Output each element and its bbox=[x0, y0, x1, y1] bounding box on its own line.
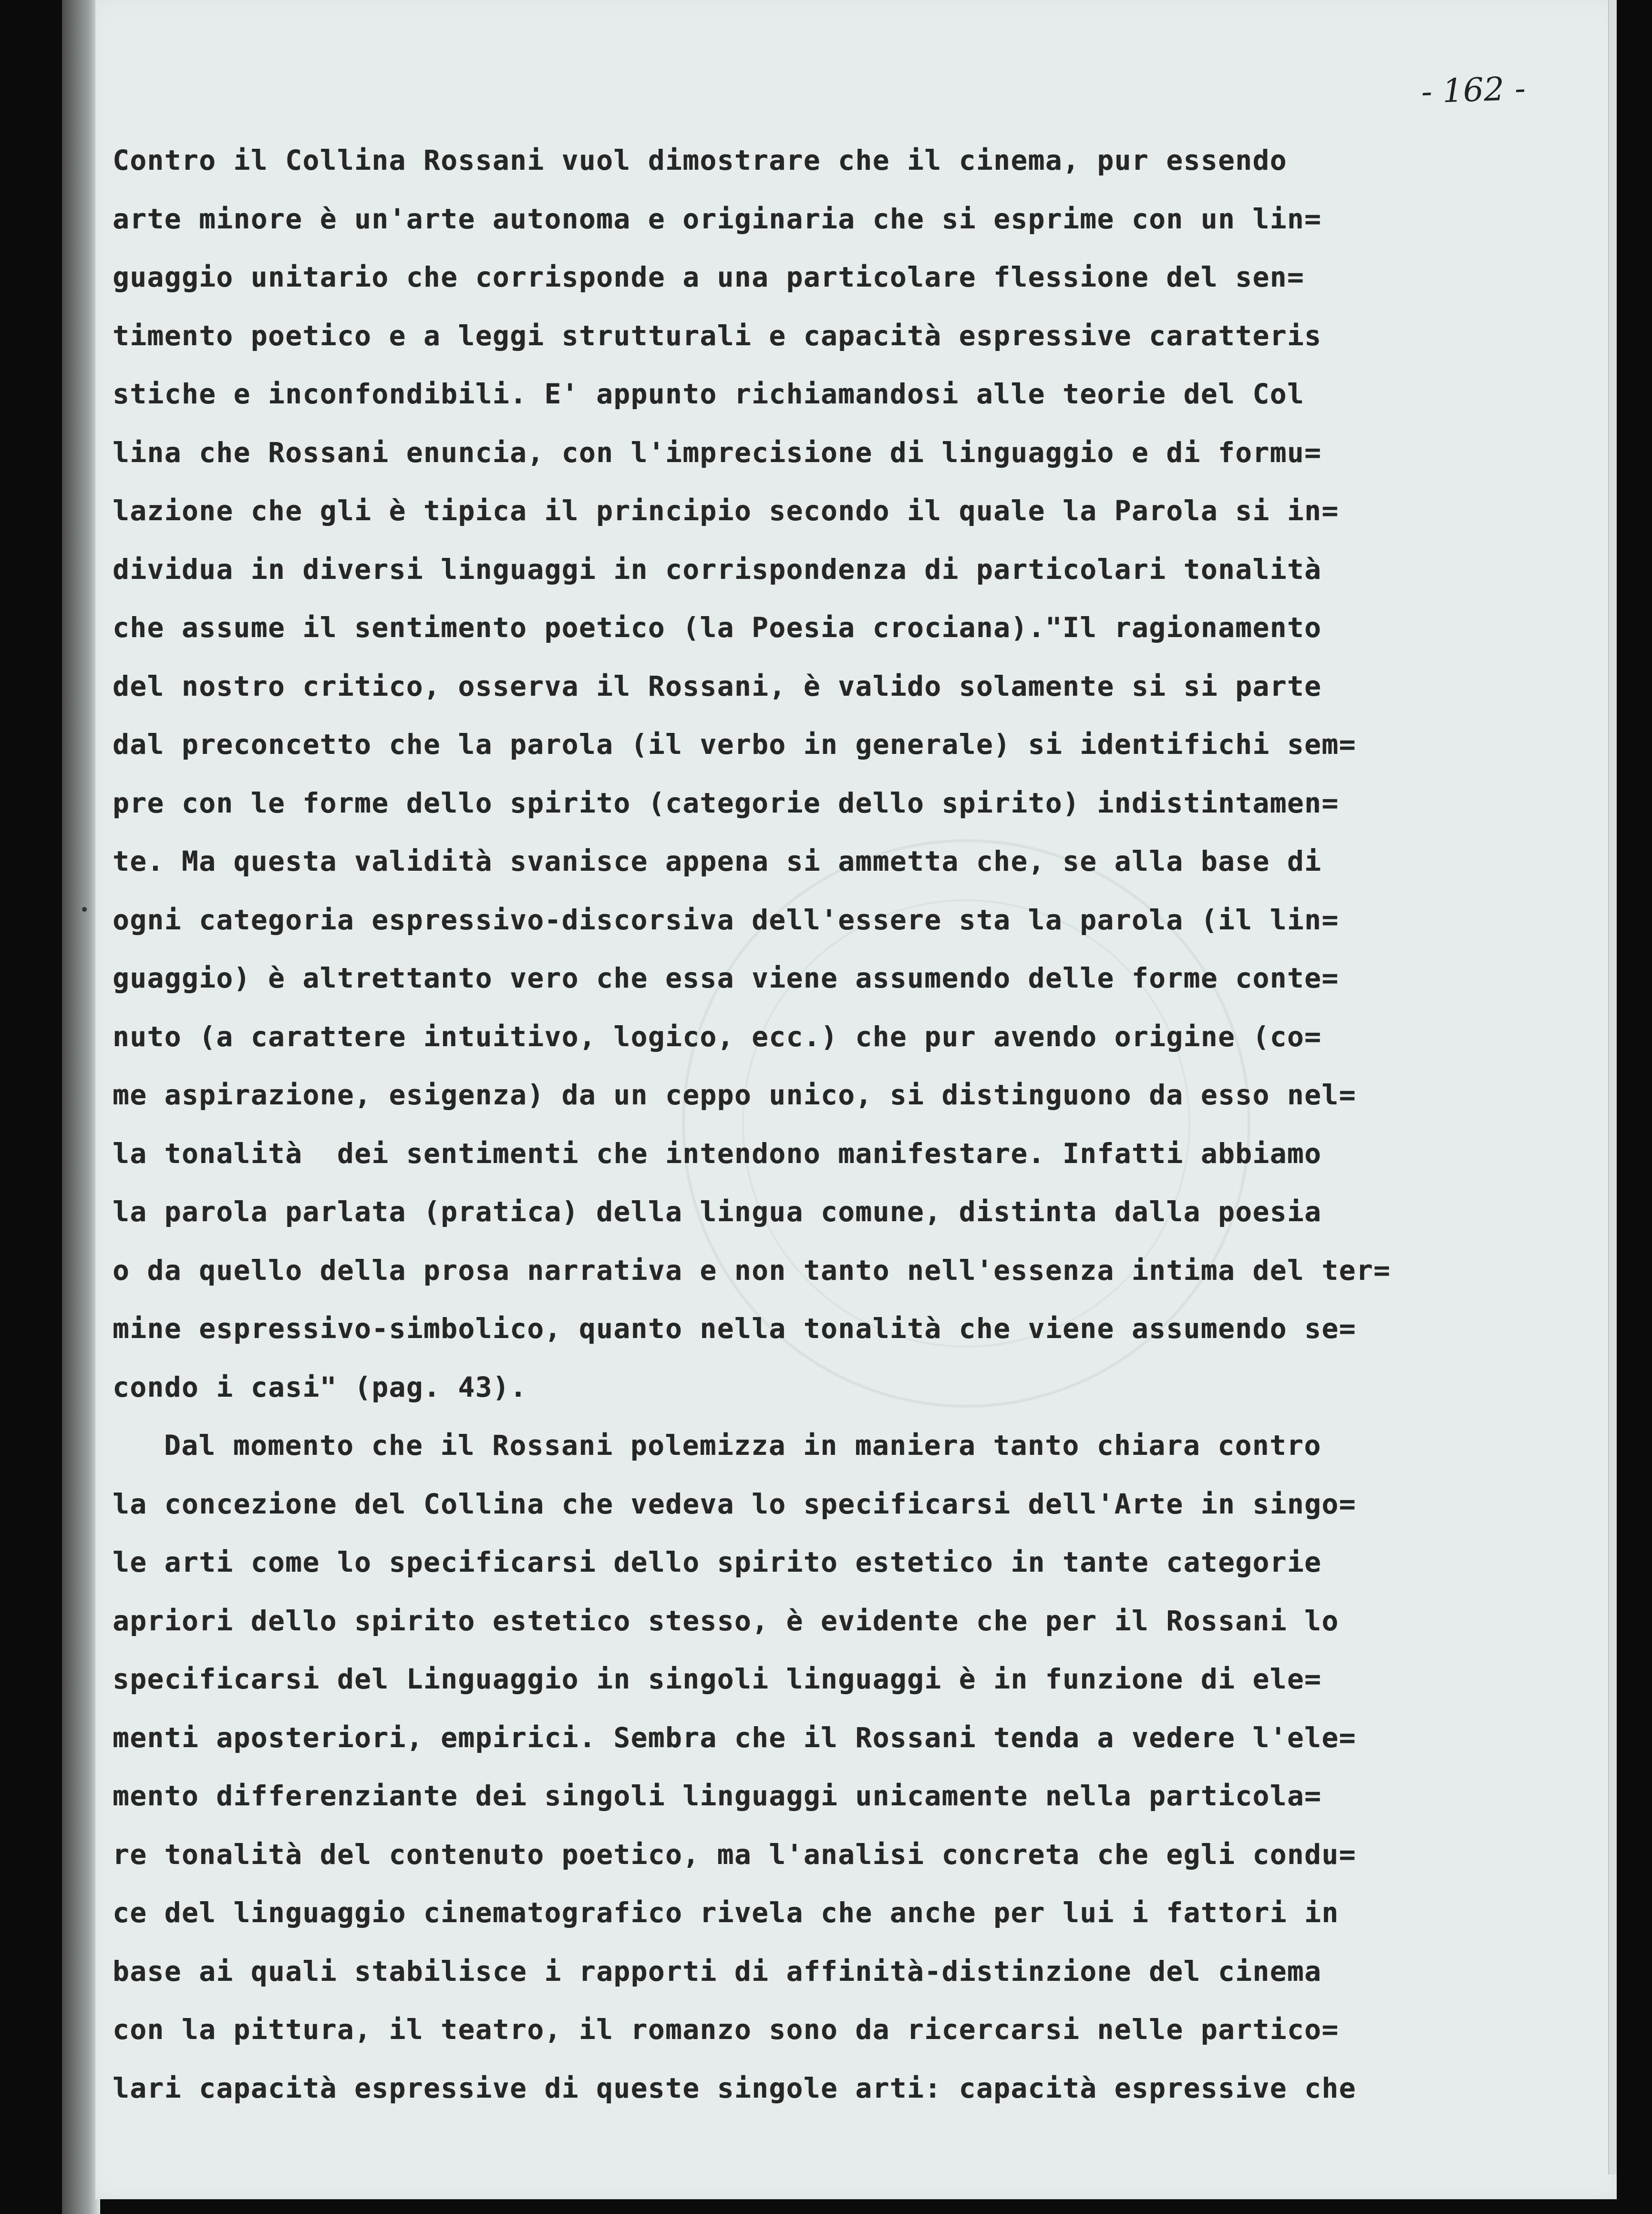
text-line: o da quello della prosa narrativa e non tanto nell'essenza intima del ter= bbox=[113, 1254, 1391, 1287]
text-line: con la pittura, il teatro, il romanzo sono da ricercarsi nelle partico= bbox=[113, 2014, 1339, 2046]
margin-mark bbox=[82, 907, 87, 912]
text-line: mento differenziante dei singoli linguaggi unicamente nella particola= bbox=[113, 1780, 1322, 1812]
text-line: del nostro critico, osserva il Rossani, è valido solamente si si parte bbox=[113, 670, 1322, 702]
text-line: lari capacità espressive di queste singole arti: capacità espressive che bbox=[113, 2072, 1356, 2104]
text-line: dal preconcetto che la parola (il verbo in generale) si identifichi sem= bbox=[113, 729, 1356, 761]
text-line: nuto (a carattere intuitivo, logico, ecc.) che pur avendo origine (co= bbox=[113, 1020, 1322, 1053]
scan-border bbox=[1617, 0, 1652, 2214]
text-line: condo i casi" (pag. 43). bbox=[113, 1371, 527, 1403]
page-edge-strip bbox=[1608, 0, 1618, 2174]
text-line: re tonalità del contenuto poetico, ma l'analisi concreta che egli condu= bbox=[113, 1838, 1356, 1871]
page-shadow bbox=[62, 0, 100, 2214]
text-line: base ai quali stabilisce i rapporti di affinità-distinzione del cinema bbox=[113, 1955, 1322, 1987]
text-line: apriori dello spirito estetico stesso, è evidente che per il Rossani lo bbox=[113, 1605, 1339, 1637]
page-number: - 162 - bbox=[1420, 70, 1527, 111]
text-line: la concezione del Collina che vedeva lo specificarsi dell'Arte in singo= bbox=[113, 1488, 1356, 1520]
text-line: timento poetico e a leggi strutturali e capacità espressive caratteris bbox=[113, 319, 1322, 352]
paragraph-2 bbox=[113, 1417, 1562, 2118]
text-line: stiche e inconfondibili. E' appunto richiamandosi alle teorie del Col bbox=[113, 378, 1305, 410]
text-line: guaggio unitario che corrisponde a una particolare flessione del sen= bbox=[113, 261, 1305, 293]
text-line: la tonalità dei sentimenti che intendono manifestare. Infatti abbiamo bbox=[113, 1137, 1322, 1170]
text-line: mine espressivo-simbolico, quanto nella tonalità che viene assumendo se= bbox=[113, 1313, 1356, 1345]
text-line: lazione che gli è tipica il principio secondo il quale la Parola si in= bbox=[113, 495, 1339, 527]
text-line: te. Ma questa validità svanisce appena si ammetta che, se alla base di bbox=[113, 845, 1322, 877]
body-text bbox=[113, 132, 1562, 2118]
text-line: ogni categoria espressivo-discorsiva dell'essere sta la parola (il lin= bbox=[113, 904, 1339, 936]
text-line: arte minore è un'arte autonoma e originaria che si esprime con un lin= bbox=[113, 203, 1322, 235]
text-line: lina che Rossani enuncia, con l'imprecisione di linguaggio e di formu= bbox=[113, 436, 1322, 469]
text-line: specificarsi del Linguaggio in singoli linguaggi è in funzione di ele= bbox=[113, 1663, 1322, 1695]
text-line: Dal momento che il Rossani polemizza in maniera tanto chiara contro bbox=[164, 1430, 1322, 1462]
text-line: Contro il Collina Rossani vuol dimostrare che il cinema, pur essendo bbox=[113, 144, 1287, 176]
paragraph-1 bbox=[113, 132, 1562, 1417]
text-line: menti aposteriori, empirici. Sembra che il Rossani tenda a vedere l'ele= bbox=[113, 1721, 1356, 1754]
text-line: dividua in diversi linguaggi in corrispondenza di particolari tonalità bbox=[113, 553, 1322, 586]
text-line: la parola parlata (pratica) della lingua comune, distinta dalla poesia bbox=[113, 1196, 1322, 1228]
text-line: che assume il sentimento poetico (la Poesia crociana)."Il ragionamento bbox=[113, 612, 1322, 644]
text-line: ce del linguaggio cinematografico rivela che anche per lui i fattori in bbox=[113, 1897, 1339, 1929]
text-line: le arti come lo specificarsi dello spirito estetico in tante categorie bbox=[113, 1546, 1322, 1578]
text-line: me aspirazione, esigenza) da un ceppo unico, si distinguono da esso nel= bbox=[113, 1079, 1356, 1111]
text-line: pre con le forme dello spirito (categorie dello spirito) indistintamen= bbox=[113, 787, 1339, 819]
text-line: guaggio) è altrettanto vero che essa viene assumendo delle forme conte= bbox=[113, 962, 1339, 994]
